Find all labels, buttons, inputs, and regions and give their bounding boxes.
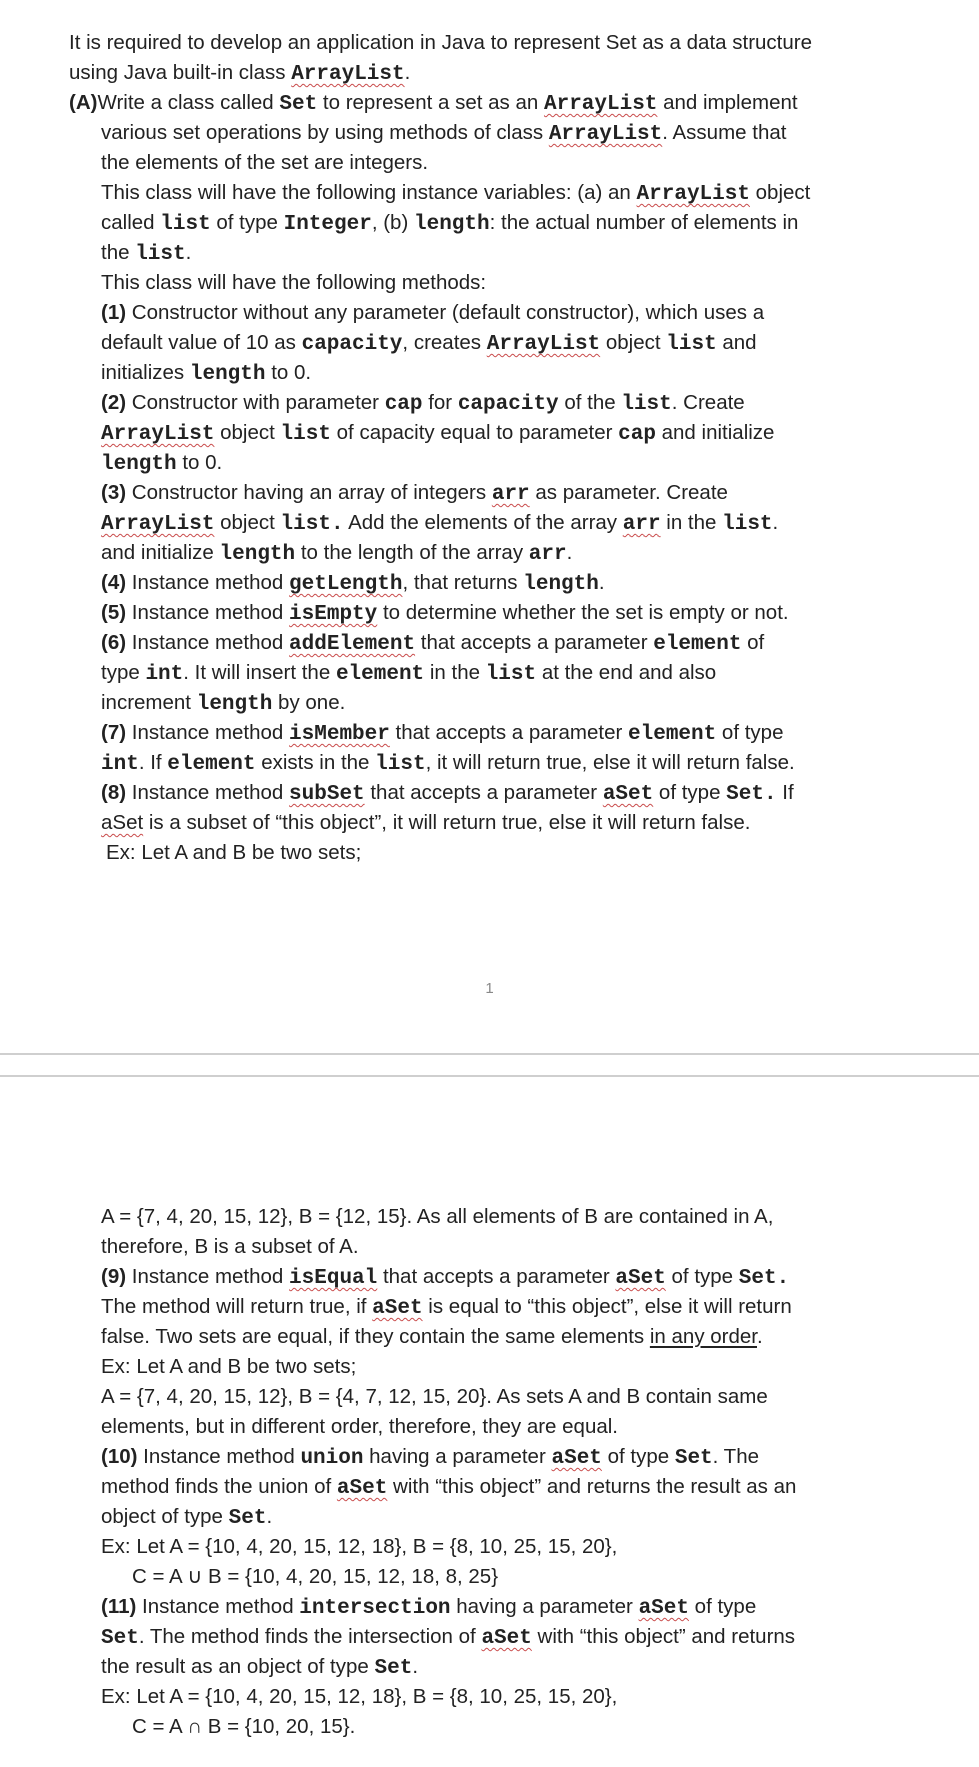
method-10-line-3: object of type Set. xyxy=(101,1505,273,1530)
method-1-line-1: (1) Constructor without any parameter (default constructor), which uses a xyxy=(101,301,765,324)
method-10-line-1: (10) Instance method union having a parameter aSet of type Set. The xyxy=(101,1445,760,1470)
section-a-line-2: various set operations by using methods of class ArrayList. Assume that xyxy=(101,121,787,146)
method-4-line-1: (4) Instance method getLength, that returns length. xyxy=(101,571,605,596)
method-3-line-2: ArrayList object list. Add the elements of the array arr in the list. xyxy=(101,511,779,536)
method-11-example-line-2: C = A ∩ B = {10, 20, 15}. xyxy=(132,1715,356,1738)
page-break-separator xyxy=(0,1053,979,1080)
method-8-example-intro: Ex: Let A and B be two sets; xyxy=(106,841,362,864)
method-9-line-2: The method will return true, if aSet is equal to “this object”, else it will return xyxy=(101,1295,792,1320)
page-number: 1 xyxy=(485,980,494,997)
method-1-line-2: default value of 10 as capacity, creates ArrayList object list and xyxy=(101,331,757,356)
method-11-line-1: (11) Instance method intersection having a parameter aSet of type xyxy=(101,1595,757,1620)
method-9-example-intro: Ex: Let A and B be two sets; xyxy=(101,1355,357,1378)
method-11-line-2: Set. The method finds the intersection of aSet with “this object” and returns xyxy=(101,1625,796,1650)
method-2-line-3: length to 0. xyxy=(101,451,223,476)
section-a-marker: (A) xyxy=(69,91,98,114)
instance-vars-line-1: This class will have the following instance variables: (a) an ArrayList object xyxy=(101,181,811,206)
method-6-line-1: (6) Instance method addElement that accepts a parameter element of xyxy=(101,631,765,656)
section-a-line-3: the elements of the set are integers. xyxy=(101,151,429,174)
instance-vars-line-2: called list of type Integer, (b) length: the actual number of elements in xyxy=(101,211,799,236)
method-9-line-3: false. Two sets are equal, if they contain the same elements in any order. xyxy=(101,1325,763,1348)
methods-intro: This class will have the following methods: xyxy=(101,271,487,294)
method-8-example-line-1: A = {7, 4, 20, 15, 12}, B = {12, 15}. As all elements of B are contained in A, xyxy=(101,1205,774,1228)
method-6-line-2: type int. It will insert the element in the list at the end and also xyxy=(101,661,717,686)
method-8-example-line-2: therefore, B is a subset of A. xyxy=(101,1235,359,1258)
method-9-example-line-2: elements, but in different order, therefore, they are equal. xyxy=(101,1415,618,1438)
intro-line-1: It is required to develop an application in Java to represent Set as a data structure xyxy=(69,31,812,54)
method-8-line-1: (8) Instance method subSet that accepts a parameter aSet of type Set. If xyxy=(101,781,794,806)
method-7-line-1: (7) Instance method isMember that accepts a parameter element of type xyxy=(101,721,784,746)
method-10-example-line-1: Ex: Let A = {10, 4, 20, 15, 12, 18}, B = {8, 10, 25, 15, 20}, xyxy=(101,1535,618,1558)
method-2-line-1: (2) Constructor with parameter cap for capacity of the list. Create xyxy=(101,391,745,416)
method-10-example-line-2: C = A ∪ B = {10, 4, 20, 15, 12, 18, 8, 25} xyxy=(132,1565,499,1588)
intro-line-2: using Java built-in class ArrayList. xyxy=(69,61,411,86)
instance-vars-line-3: the list. xyxy=(101,241,192,266)
method-10-line-2: method finds the union of aSet with “this object” and returns the result as an xyxy=(101,1475,797,1500)
method-3-line-1: (3) Constructor having an array of integers arr as parameter. Create xyxy=(101,481,728,506)
page-break-line-bottom xyxy=(0,1075,979,1077)
method-3-line-3: and initialize length to the length of the array arr. xyxy=(101,541,573,566)
section-a-line-1: (A)Write a class called Set to represent a set as an ArrayList and implement xyxy=(69,91,798,116)
method-9-line-1: (9) Instance method isEqual that accepts a parameter aSet of type Set. xyxy=(101,1265,790,1290)
method-11-example-line-1: Ex: Let A = {10, 4, 20, 15, 12, 18}, B = {8, 10, 25, 15, 20}, xyxy=(101,1685,618,1708)
method-11-line-3: the result as an object of type Set. xyxy=(101,1655,419,1680)
method-8-line-2: aSet is a subset of “this object”, it will return true, else it will return false. xyxy=(101,811,751,834)
page-break-line-top xyxy=(0,1053,979,1055)
method-6-line-3: increment length by one. xyxy=(101,691,346,716)
method-7-line-2: int. If element exists in the list, it will return true, else it will return false. xyxy=(101,751,795,776)
method-2-line-2: ArrayList object list of capacity equal to parameter cap and initialize xyxy=(101,421,775,446)
method-5-line-1: (5) Instance method isEmpty to determine whether the set is empty or not. xyxy=(101,601,789,626)
method-9-example-line-1: A = {7, 4, 20, 15, 12}, B = {4, 7, 12, 15, 20}. As sets A and B contain same xyxy=(101,1385,768,1408)
method-1-line-3: initializes length to 0. xyxy=(101,361,312,386)
